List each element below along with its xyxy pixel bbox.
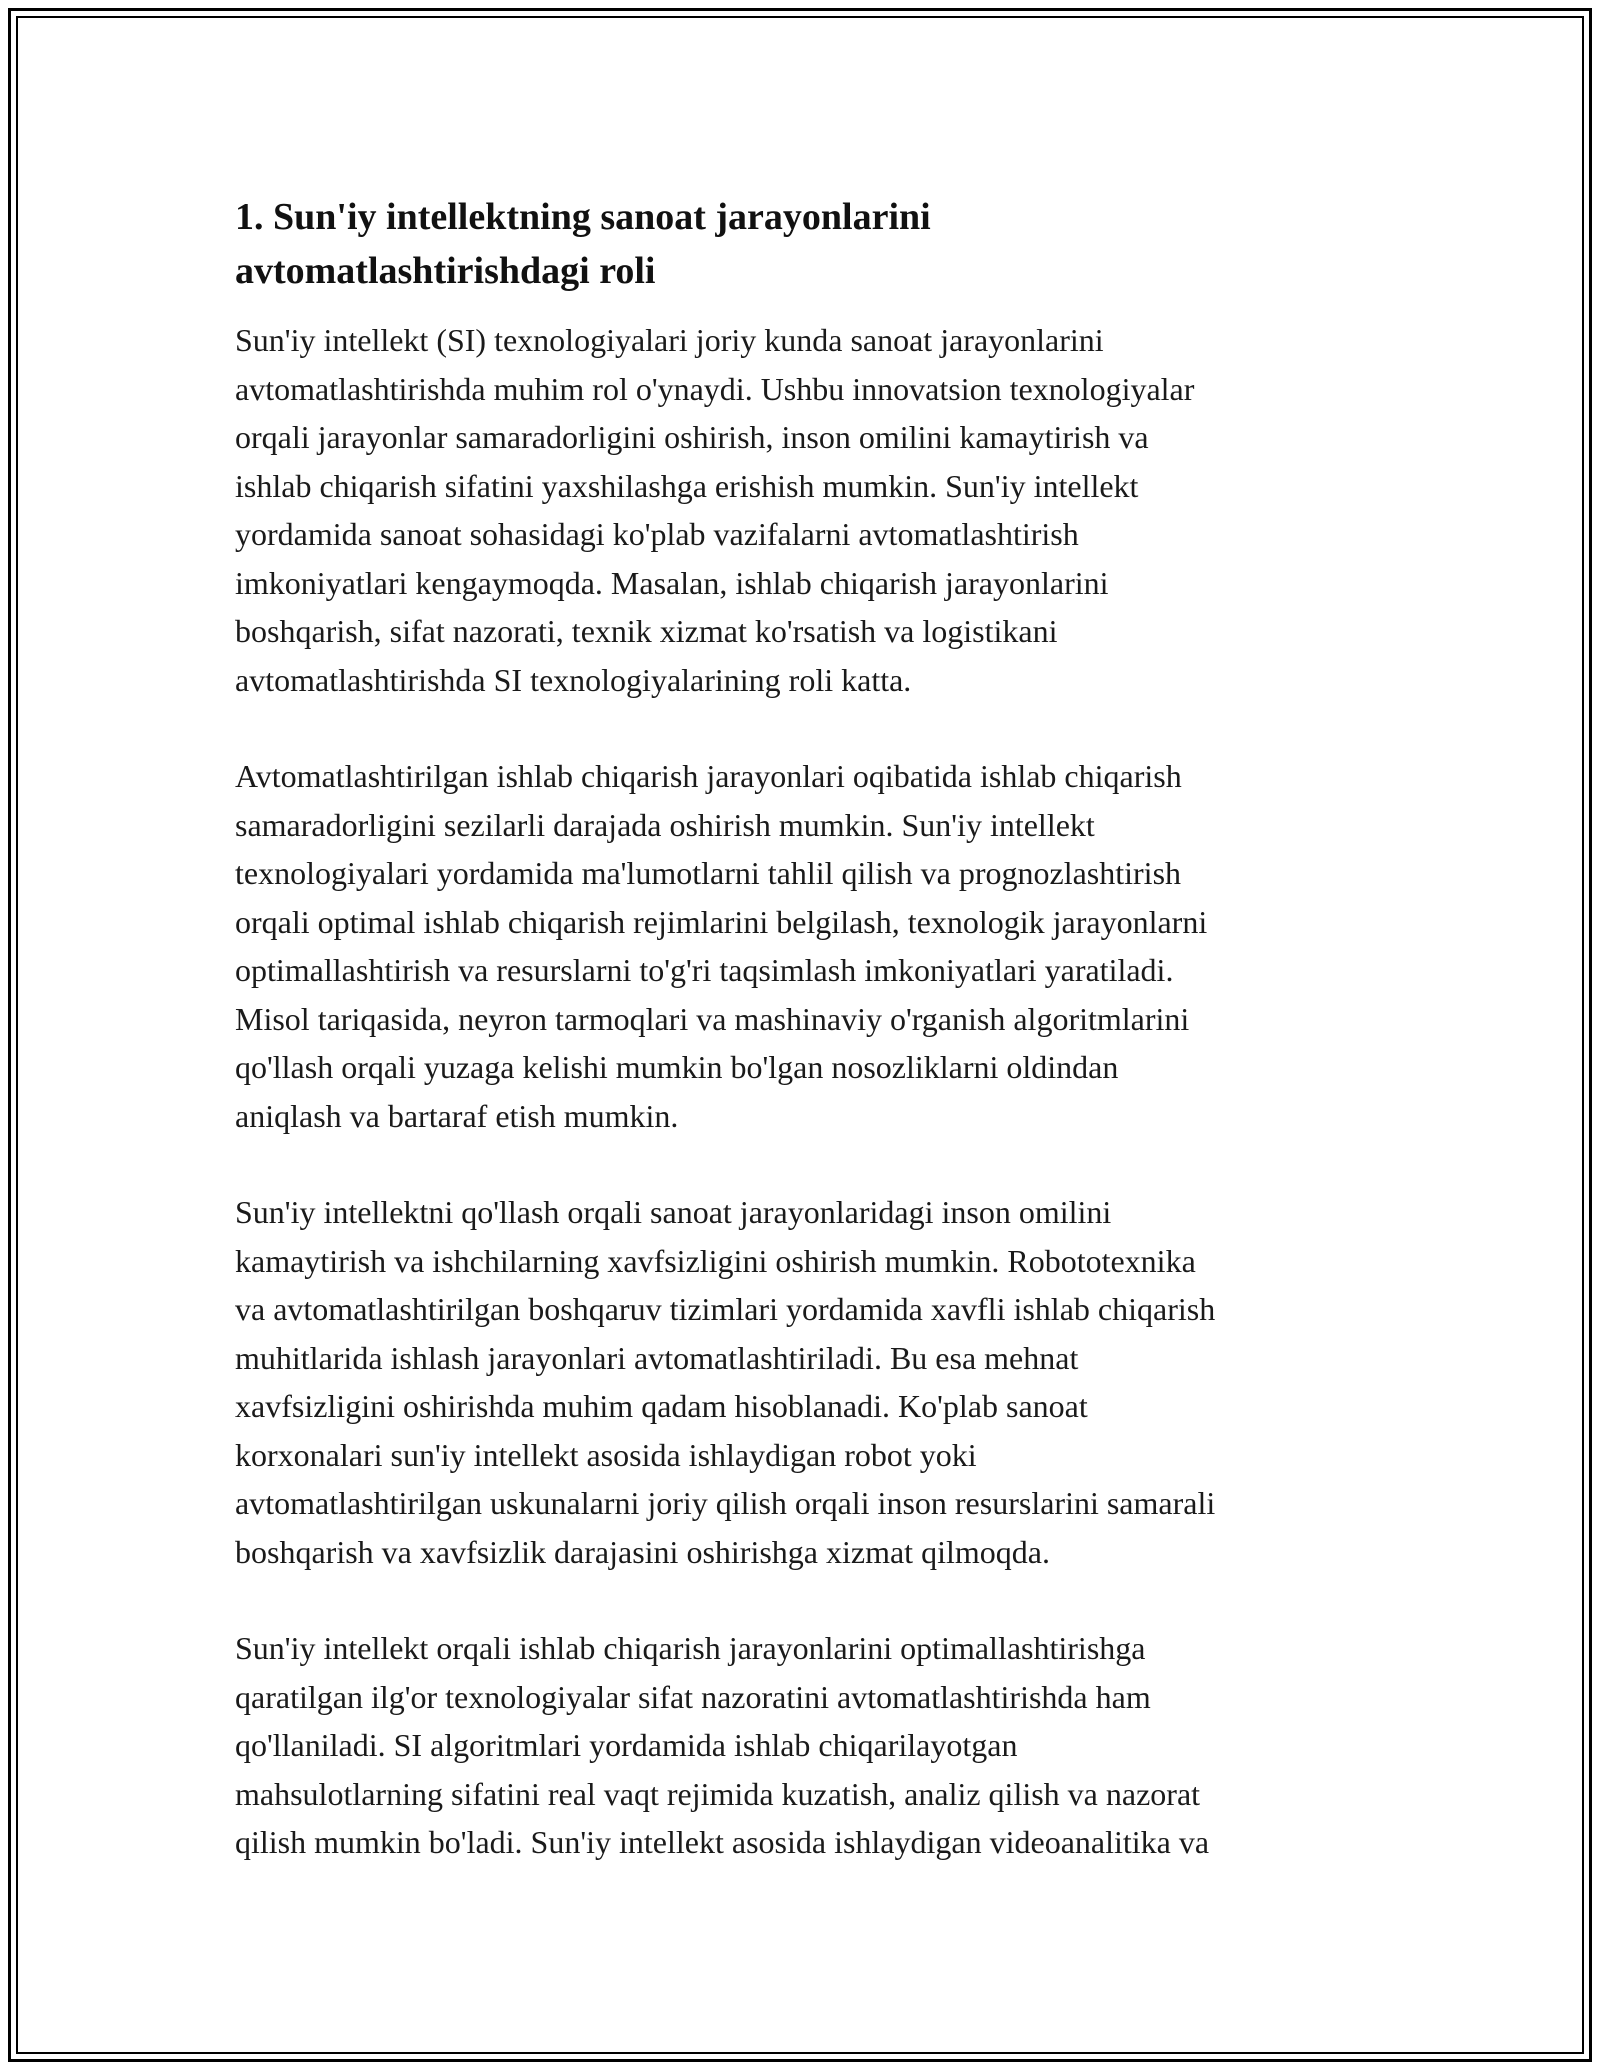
text-line: mahsulotlarning sifatini real vaqt rejimida kuzatish, analiz qilish va nazorat: [235, 1775, 1201, 1812]
text-line: qaratilgan ilg'or texnologiyalar sifat nazoratini avtomatlashtirishda ham: [235, 1678, 1151, 1715]
paragraph-3: [235, 1188, 1365, 1576]
text-line: Sun'iy intellekt orqali ishlab chiqarish jarayonlarini optimallashtirishga: [235, 1630, 1146, 1666]
paragraph-2: [235, 752, 1365, 1140]
text-line: avtomatlashtirilgan uskunalarni joriy qilish orqali inson resurslarini samarali: [235, 1485, 1216, 1521]
text-line: aniqlash va bartaraf etish mumkin.: [235, 1097, 679, 1134]
text-line: ishlab chiqarish sifatini yaxshilashga erishish mumkin. Sun'iy intellekt: [235, 467, 1139, 504]
text-line: va avtomatlashtirilgan boshqaruv tizimlari yordamida xavfli ishlab chiqarish: [235, 1291, 1216, 1327]
text-line: xavfsizligini oshirishda muhim qadam hisoblanadi. Ko'plab sanoat: [235, 1388, 1088, 1424]
text-line: samaradorligini sezilarli darajada oshirish mumkin. Sun'iy intellekt: [235, 806, 1095, 843]
text-line: boshqarish, sifat nazorati, texnik xizmat ko'rsatish va logistikani: [235, 613, 1058, 649]
section-title-line: avtomatlashtirishdagi roli: [235, 250, 656, 292]
text-line: yordamida sanoat sohasidagi ko'plab vazifalarni avtomatlashtirish: [235, 516, 1079, 552]
text-line: qilish mumkin bo'ladi. Sun'iy intellekt asosida ishlaydigan videoanalitika va: [235, 1824, 1210, 1860]
section-title: [235, 190, 1365, 298]
section-title-line: 1. Sun'iy intellektning sanoat jarayonlarini: [235, 196, 931, 238]
text-line: avtomatlashtirishda SI texnologiyalarining roli katta.: [235, 661, 912, 698]
text-line: imkoniyatlari kengaymoqda. Masalan, ishlab chiqarish jarayonlarini: [235, 564, 1109, 601]
text-line: avtomatlashtirishda muhim rol o'ynaydi. Ushbu innovatsion texnologiyalar: [235, 370, 1195, 407]
text-line: qo'llaniladi. SI algoritmlari yordamida ishlab chiqarilayotgan: [235, 1727, 1018, 1763]
paragraph-4: [235, 1624, 1365, 1867]
text-line: texnologiyalari yordamida ma'lumotlarni tahlil qilish va prognozlashtirish: [235, 855, 1182, 891]
text-line: Misol tariqasida, neyron tarmoqlari va mashinaviy o'rganish algoritmlarini: [235, 1000, 1190, 1037]
text-line: Sun'iy intellekt (SI) texnologiyalari joriy kunda sanoat jarayonlarini: [235, 322, 1104, 358]
text-line: kamaytirish va ishchilarning xavfsizligini oshirish mumkin. Robototexnika: [235, 1242, 1196, 1279]
text-line: qo'llash orqali yuzaga kelishi mumkin bo'lgan nosozliklarni oldindan: [235, 1049, 1119, 1085]
text-line: Sun'iy intellektni qo'llash orqali sanoat jarayonlaridagi inson omilini: [235, 1194, 1112, 1230]
text-line: optimallashtirish va resurslarni to'g'ri taqsimlash imkoniyatlari yaratiladi.: [235, 952, 1174, 988]
document-body: [235, 190, 1365, 1915]
text-line: boshqarish va xavfsizlik darajasini oshirishga xizmat qilmoqda.: [235, 1533, 1050, 1570]
text-line: Avtomatlashtirilgan ishlab chiqarish jarayonlari oqibatida ishlab chiqarish: [235, 758, 1182, 794]
paragraph-1: [235, 316, 1365, 704]
text-line: muhitlarida ishlash jarayonlari avtomatlashtiriladi. Bu esa mehnat: [235, 1339, 1079, 1376]
text-line: orqali optimal ishlab chiqarish rejimlarini belgilash, texnologik jarayonlarni: [235, 903, 1208, 940]
text-line: orqali jarayonlar samaradorligini oshirish, inson omilini kamaytirish va: [235, 419, 1149, 455]
text-line: korxonalari sun'iy intellekt asosida ishlaydigan robot yoki: [235, 1436, 977, 1473]
